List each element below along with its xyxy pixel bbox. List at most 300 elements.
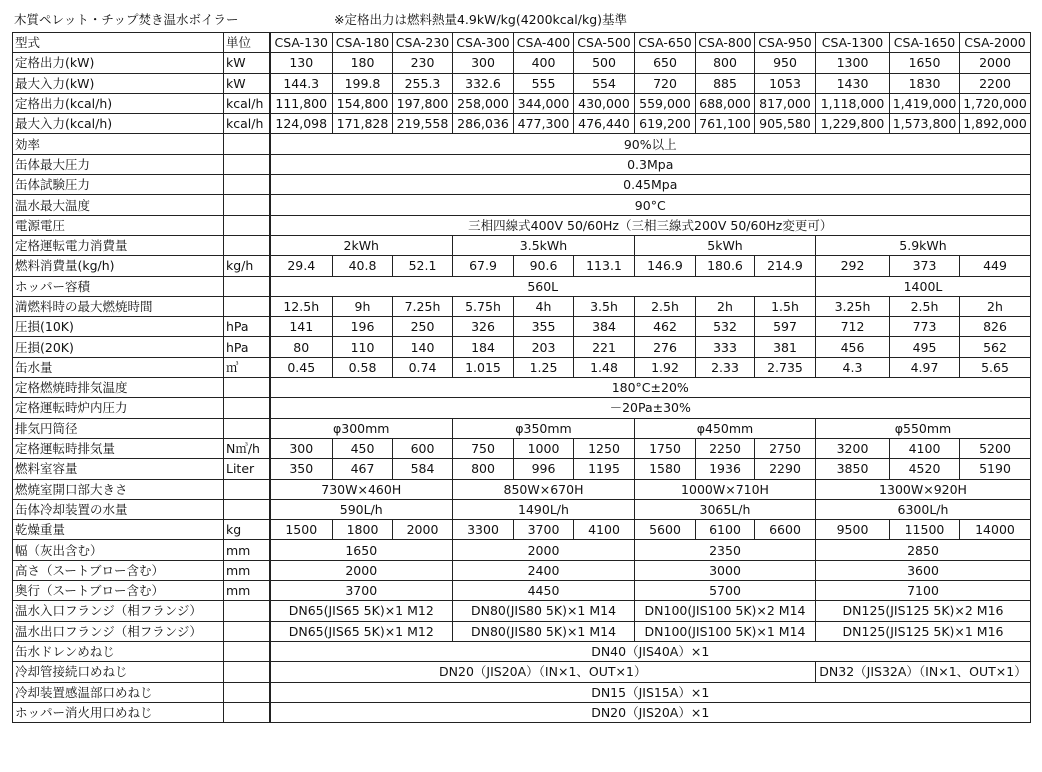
value-cell: 400	[514, 53, 574, 73]
value-cell: 1300	[816, 53, 890, 73]
value-cell: 196	[333, 317, 393, 337]
value-cell: 477,300	[514, 114, 574, 134]
row-unit	[224, 134, 270, 154]
table-row	[13, 378, 1031, 398]
value-cell: 1650	[270, 540, 453, 560]
value-cell: 124,098	[270, 114, 333, 134]
value-cell: 905,580	[755, 114, 816, 134]
table-row	[13, 134, 1031, 154]
value-cell: 885	[696, 73, 755, 93]
value-cell: φ350mm	[453, 418, 635, 438]
row-label: ホッパー消火用口めねじ	[13, 702, 224, 722]
value-cell: CSA-400	[514, 33, 574, 53]
value-cell: 3850	[816, 459, 890, 479]
value-cell: 5kWh	[635, 235, 816, 255]
value-cell: 0.3Mpa	[270, 154, 1031, 174]
table-row	[13, 296, 1031, 316]
value-cell: 430,000	[574, 93, 635, 113]
value-cell: 1936	[696, 459, 755, 479]
table-row	[13, 93, 1031, 113]
value-cell: 180.6	[696, 256, 755, 276]
value-cell: 67.9	[453, 256, 514, 276]
value-cell: 4h	[514, 296, 574, 316]
document-title: 木質ペレット・チップ焚き温水ボイラー	[14, 12, 239, 27]
value-cell: 219,558	[393, 114, 453, 134]
row-unit: 単位	[224, 33, 270, 53]
row-label: ホッパー容積	[13, 276, 224, 296]
value-cell: 326	[453, 317, 514, 337]
value-cell: 2h	[960, 296, 1031, 316]
value-cell: 230	[393, 53, 453, 73]
value-cell: 559,000	[635, 93, 696, 113]
value-cell: 111,800	[270, 93, 333, 113]
value-cell: DN65(JIS65 5K)×1 M12	[270, 621, 453, 641]
value-cell: CSA-650	[635, 33, 696, 53]
value-cell: 1000	[514, 438, 574, 458]
value-cell: 555	[514, 73, 574, 93]
value-cell: DN40（JIS40A）×1	[270, 641, 1031, 661]
row-unit	[224, 195, 270, 215]
value-cell: 554	[574, 73, 635, 93]
value-cell: 3.25h	[816, 296, 890, 316]
value-cell: 140	[393, 337, 453, 357]
row-label: 定格運転時炉内圧力	[13, 398, 224, 418]
value-cell: 495	[890, 337, 960, 357]
table-row	[13, 459, 1031, 479]
value-cell: 2850	[816, 540, 1031, 560]
value-cell: 462	[635, 317, 696, 337]
row-unit	[224, 682, 270, 702]
row-unit: kg	[224, 520, 270, 540]
value-cell: 373	[890, 256, 960, 276]
value-cell: 1500	[270, 520, 333, 540]
rating-note: ※定格出力は燃料熱量4.9kW/kg(4200kcal/kg)基準	[334, 12, 628, 27]
value-cell: 1250	[574, 438, 635, 458]
value-cell: φ300mm	[270, 418, 453, 438]
value-cell: 2000	[453, 540, 635, 560]
value-cell: DN125(JIS125 5K)×1 M16	[816, 621, 1031, 641]
value-cell: 826	[960, 317, 1031, 337]
value-cell: 52.1	[393, 256, 453, 276]
value-cell: 450	[333, 438, 393, 458]
value-cell: 730W×460H	[270, 479, 453, 499]
table-row	[13, 276, 1031, 296]
value-cell: 9500	[816, 520, 890, 540]
row-unit: kW	[224, 53, 270, 73]
value-cell: DN15（JIS15A）×1	[270, 682, 1031, 702]
table-row	[13, 540, 1031, 560]
value-cell: 1000W×710H	[635, 479, 816, 499]
value-cell: 14000	[960, 520, 1031, 540]
value-cell: 720	[635, 73, 696, 93]
table-row	[13, 601, 1031, 621]
value-cell: 5190	[960, 459, 1031, 479]
row-unit: hPa	[224, 317, 270, 337]
row-unit	[224, 702, 270, 722]
row-unit	[224, 398, 270, 418]
row-label: 温水出口フランジ（相フランジ）	[13, 621, 224, 641]
table-row	[13, 682, 1031, 702]
table-row	[13, 398, 1031, 418]
row-label: 温水入口フランジ（相フランジ）	[13, 601, 224, 621]
row-unit	[224, 418, 270, 438]
value-cell: 40.8	[333, 256, 393, 276]
value-cell: 532	[696, 317, 755, 337]
table-row	[13, 621, 1031, 641]
value-cell: 6600	[755, 520, 816, 540]
row-label: 冷却装置感温部口めねじ	[13, 682, 224, 702]
value-cell: 2000	[270, 560, 453, 580]
row-unit	[224, 175, 270, 195]
value-cell: DN32（JIS32A）（IN×1、OUT×1）	[816, 662, 1031, 682]
value-cell: 344,000	[514, 93, 574, 113]
value-cell: CSA-230	[393, 33, 453, 53]
value-cell: 1400L	[816, 276, 1031, 296]
value-cell: 1.48	[574, 357, 635, 377]
value-cell: 292	[816, 256, 890, 276]
row-label: 缶水ドレンめねじ	[13, 641, 224, 661]
table-row	[13, 73, 1031, 93]
row-label: 定格運転時排気量	[13, 438, 224, 458]
value-cell: 650	[635, 53, 696, 73]
row-unit	[224, 378, 270, 398]
row-unit: mm	[224, 560, 270, 580]
row-label: 満燃料時の最大燃焼時間	[13, 296, 224, 316]
table-row	[13, 195, 1031, 215]
row-label: 燃料室容量	[13, 459, 224, 479]
value-cell: 2750	[755, 438, 816, 458]
value-cell: 1,229,800	[816, 114, 890, 134]
value-cell: CSA-130	[270, 33, 333, 53]
value-cell: 817,000	[755, 93, 816, 113]
value-cell: 2290	[755, 459, 816, 479]
value-cell: CSA-1300	[816, 33, 890, 53]
table-row	[13, 641, 1031, 661]
value-cell: 2.5h	[635, 296, 696, 316]
value-cell: 3700	[270, 581, 453, 601]
row-label: 定格出力(kcal/h)	[13, 93, 224, 113]
row-label: 乾燥重量	[13, 520, 224, 540]
value-cell: 1750	[635, 438, 696, 458]
table-row	[13, 581, 1031, 601]
row-unit: kcal/h	[224, 93, 270, 113]
value-cell: 384	[574, 317, 635, 337]
row-label: 定格運転電力消費量	[13, 235, 224, 255]
table-row	[13, 662, 1031, 682]
value-cell: 584	[393, 459, 453, 479]
value-cell: CSA-500	[574, 33, 635, 53]
row-label: 効率	[13, 134, 224, 154]
value-cell: 5.75h	[453, 296, 514, 316]
table-row	[13, 337, 1031, 357]
value-cell: 3300	[453, 520, 514, 540]
value-cell: 2200	[960, 73, 1031, 93]
value-cell: 180°C±20%	[270, 378, 1031, 398]
value-cell: 1.25	[514, 357, 574, 377]
row-label: 冷却管接続口めねじ	[13, 662, 224, 682]
value-cell: 4.3	[816, 357, 890, 377]
row-label: 幅（灰出含む）	[13, 540, 224, 560]
table-row	[13, 53, 1031, 73]
value-cell: 600	[393, 438, 453, 458]
value-cell: 562	[960, 337, 1031, 357]
value-cell: 三相四線式400V 50/60Hz（三相三線式200V 50/60Hz変更可）	[270, 215, 1031, 235]
value-cell: 355	[514, 317, 574, 337]
value-cell: 1,573,800	[890, 114, 960, 134]
table-row	[13, 357, 1031, 377]
value-cell: 560L	[270, 276, 816, 296]
value-cell: 1053	[755, 73, 816, 93]
value-cell: 2250	[696, 438, 755, 458]
table-row	[13, 235, 1031, 255]
value-cell: 1580	[635, 459, 696, 479]
value-cell: 258,000	[453, 93, 514, 113]
value-cell: CSA-2000	[960, 33, 1031, 53]
table-row	[13, 175, 1031, 195]
row-unit	[224, 235, 270, 255]
row-label: 電源電圧	[13, 215, 224, 235]
value-cell: 221	[574, 337, 635, 357]
table-row	[13, 317, 1031, 337]
value-cell: －20Pa±30%	[270, 398, 1031, 418]
row-label: 缶体冷却装置の水量	[13, 499, 224, 519]
value-cell: 7100	[816, 581, 1031, 601]
value-cell: 3.5kWh	[453, 235, 635, 255]
value-cell: 5200	[960, 438, 1031, 458]
value-cell: 12.5h	[270, 296, 333, 316]
value-cell: 3000	[635, 560, 816, 580]
row-unit: ㎥	[224, 357, 270, 377]
row-unit	[224, 276, 270, 296]
row-unit: kcal/h	[224, 114, 270, 134]
value-cell: 1650	[890, 53, 960, 73]
value-cell: 130	[270, 53, 333, 73]
value-cell: 214.9	[755, 256, 816, 276]
value-cell: 1195	[574, 459, 635, 479]
value-cell: 4100	[890, 438, 960, 458]
row-unit: mm	[224, 581, 270, 601]
value-cell: 996	[514, 459, 574, 479]
value-cell: 2350	[635, 540, 816, 560]
row-label: 定格燃焼時排気温度	[13, 378, 224, 398]
spec-table-body	[13, 33, 1031, 723]
value-cell: 773	[890, 317, 960, 337]
row-label: 燃料消費量(kg/h)	[13, 256, 224, 276]
row-unit	[224, 499, 270, 519]
value-cell: 154,800	[333, 93, 393, 113]
table-row	[13, 560, 1031, 580]
value-cell: 146.9	[635, 256, 696, 276]
value-cell: 2.33	[696, 357, 755, 377]
row-unit: N㎥/h	[224, 438, 270, 458]
row-label: 最大入力(kcal/h)	[13, 114, 224, 134]
value-cell: DN100(JIS100 5K)×2 M14	[635, 601, 816, 621]
table-row	[13, 418, 1031, 438]
row-label: 高さ（スートブロー含む）	[13, 560, 224, 580]
value-cell: 300	[270, 438, 333, 458]
value-cell: 5700	[635, 581, 816, 601]
value-cell: 255.3	[393, 73, 453, 93]
value-cell: 2000	[960, 53, 1031, 73]
value-cell: 2400	[453, 560, 635, 580]
value-cell: CSA-180	[333, 33, 393, 53]
row-unit: hPa	[224, 337, 270, 357]
value-cell: 3065L/h	[635, 499, 816, 519]
value-cell: 90.6	[514, 256, 574, 276]
value-cell: φ550mm	[816, 418, 1031, 438]
value-cell: 286,036	[453, 114, 514, 134]
table-row	[13, 479, 1031, 499]
row-label: 缶体最大圧力	[13, 154, 224, 174]
table-row	[13, 114, 1031, 134]
value-cell: 1,892,000	[960, 114, 1031, 134]
value-cell: 300	[453, 53, 514, 73]
value-cell: 171,828	[333, 114, 393, 134]
row-unit	[224, 296, 270, 316]
value-cell: 110	[333, 337, 393, 357]
value-cell: 688,000	[696, 93, 755, 113]
row-label: 温水最大温度	[13, 195, 224, 215]
value-cell: 590L/h	[270, 499, 453, 519]
value-cell: CSA-1650	[890, 33, 960, 53]
value-cell: 2.5h	[890, 296, 960, 316]
value-cell: 750	[453, 438, 514, 458]
value-cell: 350	[270, 459, 333, 479]
row-unit: kW	[224, 73, 270, 93]
row-label: 缶水量	[13, 357, 224, 377]
value-cell: 6100	[696, 520, 755, 540]
value-cell: 1300W×920H	[816, 479, 1031, 499]
row-label: 圧損(20K)	[13, 337, 224, 357]
value-cell: 7.25h	[393, 296, 453, 316]
row-unit: mm	[224, 540, 270, 560]
value-cell: DN20（JIS20A）（IN×1、OUT×1）	[270, 662, 816, 682]
row-label: 奥行（スートブロー含む）	[13, 581, 224, 601]
value-cell: 2h	[696, 296, 755, 316]
row-unit	[224, 662, 270, 682]
value-cell: 250	[393, 317, 453, 337]
value-cell: DN20（JIS20A）×1	[270, 702, 1031, 722]
value-cell: 950	[755, 53, 816, 73]
value-cell: 144.3	[270, 73, 333, 93]
value-cell: 1,118,000	[816, 93, 890, 113]
table-row	[13, 499, 1031, 519]
value-cell: 1,419,000	[890, 93, 960, 113]
table-row	[13, 438, 1031, 458]
value-cell: 449	[960, 256, 1031, 276]
value-cell: 199.8	[333, 73, 393, 93]
value-cell: 5600	[635, 520, 696, 540]
table-row	[13, 520, 1031, 540]
value-cell: 2kWh	[270, 235, 453, 255]
value-cell: 3700	[514, 520, 574, 540]
row-label: 缶体試験圧力	[13, 175, 224, 195]
row-unit	[224, 215, 270, 235]
table-row	[13, 154, 1031, 174]
value-cell: DN80(JIS80 5K)×1 M14	[453, 601, 635, 621]
value-cell: 0.74	[393, 357, 453, 377]
value-cell: 180	[333, 53, 393, 73]
table-row	[13, 215, 1031, 235]
value-cell: 1.015	[453, 357, 514, 377]
value-cell: 500	[574, 53, 635, 73]
table-row	[13, 702, 1031, 722]
value-cell: 113.1	[574, 256, 635, 276]
value-cell: 1.5h	[755, 296, 816, 316]
value-cell: 5.65	[960, 357, 1031, 377]
row-unit: Liter	[224, 459, 270, 479]
value-cell: 197,800	[393, 93, 453, 113]
value-cell: 712	[816, 317, 890, 337]
value-cell: 4.97	[890, 357, 960, 377]
row-label: 定格出力(kW)	[13, 53, 224, 73]
value-cell: 597	[755, 317, 816, 337]
spec-table	[12, 32, 1031, 723]
value-cell: 141	[270, 317, 333, 337]
value-cell: 184	[453, 337, 514, 357]
value-cell: 381	[755, 337, 816, 357]
table-row	[13, 256, 1031, 276]
row-label: 圧損(10K)	[13, 317, 224, 337]
value-cell: 3600	[816, 560, 1031, 580]
row-unit	[224, 641, 270, 661]
value-cell: 850W×670H	[453, 479, 635, 499]
value-cell: DN80(JIS80 5K)×1 M14	[453, 621, 635, 641]
value-cell: DN100(JIS100 5K)×1 M14	[635, 621, 816, 641]
value-cell: 4450	[453, 581, 635, 601]
value-cell: 3.5h	[574, 296, 635, 316]
value-cell: 332.6	[453, 73, 514, 93]
value-cell: 619,200	[635, 114, 696, 134]
value-cell: 1.92	[635, 357, 696, 377]
value-cell: 90°C	[270, 195, 1031, 215]
value-cell: 11500	[890, 520, 960, 540]
value-cell: 2.735	[755, 357, 816, 377]
value-cell: DN65(JIS65 5K)×1 M12	[270, 601, 453, 621]
row-unit	[224, 479, 270, 499]
value-cell: CSA-300	[453, 33, 514, 53]
value-cell: 1800	[333, 520, 393, 540]
row-label: 排気円筒径	[13, 418, 224, 438]
row-label: 型式	[13, 33, 224, 53]
value-cell: 1430	[816, 73, 890, 93]
value-cell: 800	[696, 53, 755, 73]
value-cell: 456	[816, 337, 890, 357]
row-unit: kg/h	[224, 256, 270, 276]
value-cell: 203	[514, 337, 574, 357]
value-cell: 333	[696, 337, 755, 357]
value-cell: 2000	[393, 520, 453, 540]
value-cell: 4520	[890, 459, 960, 479]
value-cell: 0.45Mpa	[270, 175, 1031, 195]
value-cell: 90%以上	[270, 134, 1031, 154]
row-unit	[224, 621, 270, 641]
value-cell: 4100	[574, 520, 635, 540]
table-row	[13, 33, 1031, 53]
value-cell: 29.4	[270, 256, 333, 276]
value-cell: 761,100	[696, 114, 755, 134]
value-cell: 1830	[890, 73, 960, 93]
value-cell: 1490L/h	[453, 499, 635, 519]
value-cell: 80	[270, 337, 333, 357]
value-cell: 0.45	[270, 357, 333, 377]
value-cell: DN125(JIS125 5K)×2 M16	[816, 601, 1031, 621]
value-cell: 476,440	[574, 114, 635, 134]
value-cell: 0.58	[333, 357, 393, 377]
value-cell: 3200	[816, 438, 890, 458]
value-cell: 800	[453, 459, 514, 479]
value-cell: 9h	[333, 296, 393, 316]
